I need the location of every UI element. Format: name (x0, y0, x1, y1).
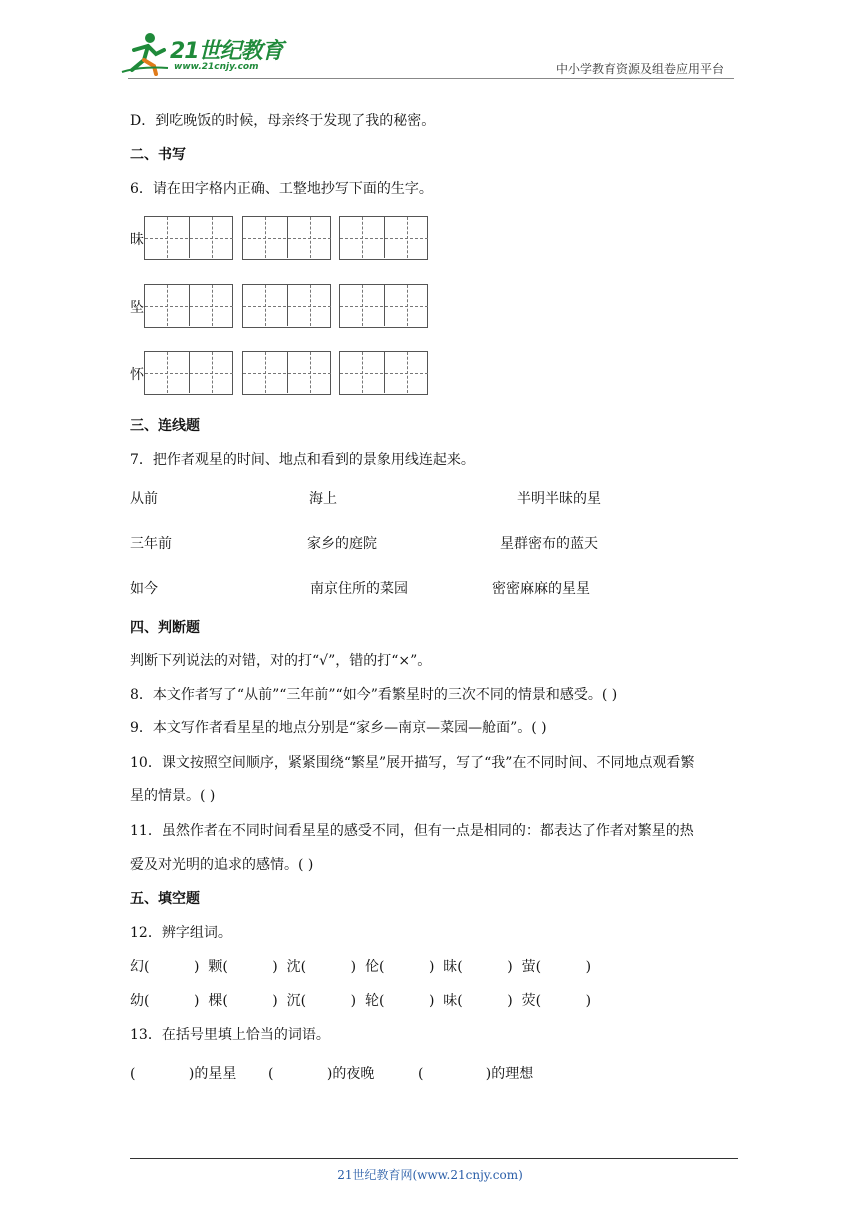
grid-char-label: 怀 (130, 367, 144, 383)
match-place-1: 海上 (309, 491, 337, 507)
tianzige-box[interactable] (339, 351, 428, 395)
q9-text: 9．本文写作者看星星的地点分别是“家乡—南京—菜园—舱面”。( ) (130, 720, 547, 736)
logo (120, 30, 290, 80)
runner-icon (120, 30, 170, 76)
q10-line-2: 星的情景。( ) (130, 788, 216, 804)
platform-title: 中小学教育资源及组卷应用平台 (555, 62, 724, 76)
tianzige-box[interactable] (242, 351, 331, 395)
q11-line-2: 爱及对光明的追求的感情。( ) (130, 857, 314, 873)
match-scene-1: 半明半昧的星 (517, 491, 601, 507)
q13-blank-1: ( )的星星 (130, 1066, 237, 1082)
q10-line-1: 10．课文按照空间顺序，紧紧围绕“繁星”展开描写，写了“我”在不同时间、不同地点观看繁 (130, 755, 695, 771)
tianzige-box[interactable] (339, 284, 428, 328)
tianzige-box[interactable] (242, 284, 331, 328)
footer-divider (130, 1158, 738, 1159)
q7-text: 7．把作者观星的时间、地点和看到的景象用线连起来。 (130, 452, 475, 468)
logo-text: 21世纪教育 (170, 39, 283, 64)
match-scene-2: 星群密布的蓝天 (500, 536, 598, 552)
match-time-3: 如今 (130, 581, 158, 597)
match-place-3: 南京住所的菜园 (310, 581, 408, 597)
q6-text: 6．请在田字格内正确、工整地抄写下面的生字。 (130, 181, 433, 197)
q12-row-2: 幼( ) 棵( ) 沉( ) 轮( ) 味( ) 荧( ) (130, 993, 592, 1009)
q13-text: 13．在括号里填上恰当的词语。 (130, 1027, 330, 1043)
logo-url: www.21cnjy.com (174, 62, 259, 72)
grid-char-label: 昧 (130, 232, 144, 248)
match-time-1: 从前 (130, 491, 158, 507)
q8-text: 8．本文作者写了“从前”“三年前”“如今”看繁星时的三次不同的情景和感受。( ) (130, 687, 618, 703)
grid-char-label: 坠 (130, 300, 144, 316)
section-title-writing: 二、书写 (130, 147, 186, 163)
match-scene-3: 密密麻麻的星星 (492, 581, 590, 597)
tianzige-box[interactable] (144, 351, 233, 395)
footer-text: 21世纪教育网(www.21cnjy.com) (337, 1168, 523, 1182)
section-title-matching: 三、连线题 (130, 418, 200, 434)
q13-blank-2: ( )的夜晚 (268, 1066, 375, 1082)
tianzige-box[interactable] (339, 216, 428, 260)
tianzige-box[interactable] (144, 284, 233, 328)
judgment-intro: 判断下列说法的对错，对的打“√”，错的打“×”。 (130, 653, 432, 669)
q11-line-1: 11．虽然作者在不同时间看星星的感受不同，但有一点是相同的：都表达了作者对繁星的热 (130, 823, 694, 839)
q12-text: 12．辨字组词。 (130, 925, 232, 941)
q13-blank-3: ( )的理想 (418, 1066, 534, 1082)
tianzige-box[interactable] (144, 216, 233, 260)
q12-row-1: 幻( ) 颗( ) 沈( ) 伦( ) 昧( ) 萤( ) (130, 959, 592, 975)
tianzige-box[interactable] (242, 216, 331, 260)
header-divider (128, 78, 734, 79)
section-title-judgment: 四、判断题 (130, 620, 200, 636)
section-title-fill-in: 五、填空题 (130, 891, 200, 907)
match-place-2: 家乡的庭院 (307, 536, 377, 552)
match-time-2: 三年前 (130, 536, 172, 552)
q5-option-d: D．到吃晚饭的时候，母亲终于发现了我的秘密。 (130, 113, 436, 129)
